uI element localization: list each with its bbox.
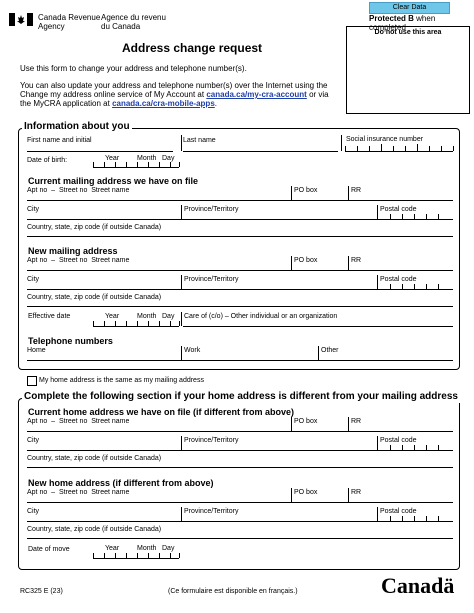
canada-flag-icon [9,13,33,26]
ch-street-no-text: Street no [58,418,88,425]
ch-postal-label: Postal code [380,437,417,444]
nh-street-name-text: Street name [91,489,130,496]
intro-line4-suffix: . [214,99,218,108]
agency-fr-line1: Agence du revenu [101,13,166,22]
sin-label: Social insurance number [346,136,424,143]
ch-apt-label [27,418,129,426]
same-address-label: My home address is the same as my mailing address [39,377,204,384]
nm-country-label: Country, state, zip code (if outside Canada) [27,294,162,301]
first-name-label: First name and initial [27,137,92,144]
ch-city-label: City [27,437,40,444]
eff-year-label: Year [105,313,120,320]
nh-dash: – [51,489,56,496]
nh-po-box-label: PO box [294,489,318,496]
nm-apt-label [27,257,129,265]
nm-city-label: City [27,276,40,283]
ch-country-label: Country, state, zip code (if outside Canada) [27,455,162,462]
current-mailing-title: Current mailing address we have on file [28,176,199,186]
nm-country-field[interactable] [27,306,453,307]
canada-wordmark: Canadä [381,573,455,598]
last-name-field[interactable] [183,151,338,152]
dob-label: Date of birth: [27,157,68,164]
agency-name-en [38,13,100,31]
nh-country-label: Country, state, zip code (if outside Canada) [27,526,162,533]
nh-city-label: City [27,508,40,515]
do-not-use-label: Do not use this area [374,29,442,36]
nh-city-field[interactable] [27,521,453,522]
nh-apt-label [27,489,129,497]
dob-field[interactable] [93,167,179,168]
cm-dash: – [51,187,56,194]
cm-city-label: City [27,206,40,213]
home-phone-label: Home [27,347,46,354]
nm-street-no-text: Street no [58,257,88,264]
cm-apt-label [27,187,129,195]
dob-year-label: Year [105,155,120,162]
agency-fr-line2: du Canada [101,22,141,31]
nh-street-field[interactable] [27,502,453,503]
ch-street-field[interactable] [27,431,453,432]
cm-street-name-text: Street name [91,187,130,194]
agency-en-line2: Agency [38,22,65,31]
ch-country-field[interactable] [27,467,453,468]
first-name-field[interactable] [27,151,173,152]
ch-street-name-text: Street name [91,418,130,425]
nm-street-field[interactable] [27,270,453,271]
last-name-label: Last name [183,137,216,144]
nm-street-name-text: Street name [91,257,130,264]
new-mailing-title: New mailing address [28,246,118,256]
my-cra-account-link[interactable]: canada.ca/my-cra-account [206,90,307,99]
date-of-move-field[interactable] [93,558,179,559]
intro-line3-text: Change my address online service of My Account at [20,90,205,99]
nh-country-field[interactable] [27,538,453,539]
sin-field[interactable] [345,151,453,152]
clear-data-button[interactable]: Clear Data [369,2,450,14]
home-section-title: Complete the following section if your home address is different from your mailing address [24,391,458,402]
nh-apt-text: Apt no [27,489,48,496]
care-of-field[interactable] [183,326,453,327]
intro-line4 [20,99,217,108]
when-completed-text: when completed [369,14,436,32]
french-availability-note: (Ce formulaire est disponible en français.) [168,588,298,595]
telephone-title: Telephone numbers [28,336,113,346]
care-of-label: Care of (c/o) – Other individual or an organization [184,313,338,320]
cm-city-field[interactable] [27,219,453,220]
move-day-label: Day [162,545,175,552]
ch-dash: – [51,418,56,425]
same-address-checkbox[interactable] [27,376,37,386]
intro-line3 [20,90,329,99]
cm-street-no-text: Street no [58,187,88,194]
intro-line3-suffix: or via [309,90,329,99]
move-month-label: Month [137,545,157,552]
work-phone-label: Work [184,347,201,354]
ch-apt-text: Apt no [27,418,48,425]
information-section-title: Information about you [24,121,130,132]
cra-mobile-apps-link[interactable]: canada.ca/cra-mobile-apps [112,99,215,108]
cm-rr-label: RR [351,187,362,194]
nh-rr-label: RR [351,489,362,496]
date-of-move-label: Date of move [28,546,70,553]
nm-province-label: Province/Territory [184,276,239,283]
cm-country-label: Country, state, zip code (if outside Canada) [27,224,162,231]
agency-en-line1: Canada Revenue [38,13,101,22]
ch-po-box-label: PO box [294,418,318,425]
nm-dash: – [51,257,56,264]
agency-name-fr [101,13,166,31]
other-phone-label: Other [321,347,339,354]
nm-rr-label: RR [351,257,362,264]
effective-date-field[interactable] [93,326,179,327]
effective-date-label: Effective date [28,313,71,320]
ch-city-field[interactable] [27,450,453,451]
cm-apt-text: Apt no [27,187,48,194]
intro-line2: You can also update your address and telephone number(s) over the Internet using the [20,81,328,90]
nm-apt-text: Apt no [27,257,48,264]
nm-po-box-label: PO box [294,257,318,264]
protected-b-text: Protected B [369,14,414,23]
eff-month-label: Month [137,313,157,320]
nm-postal-label: Postal code [380,276,417,283]
new-home-title: New home address (if different from above) [28,478,214,488]
nh-street-no-text: Street no [58,489,88,496]
do-not-use-area [346,26,470,114]
dob-month-label: Month [137,155,157,162]
nm-city-field[interactable] [27,289,453,290]
cm-postal-label: Postal code [380,206,417,213]
ch-rr-label: RR [351,418,362,425]
nh-postal-label: Postal code [380,508,417,515]
dob-day-label: Day [162,155,175,162]
intro-line1: Use this form to change your address and telephone number(s). [20,64,247,73]
cm-country-field[interactable] [27,236,453,237]
nh-province-label: Province/Territory [184,508,239,515]
intro-line4-text: the MyCRA application at [20,99,110,108]
form-code: RC325 E (23) [20,588,63,595]
ch-province-label: Province/Territory [184,437,239,444]
eff-day-label: Day [162,313,175,320]
cm-street-field[interactable] [27,200,453,201]
move-year-label: Year [105,545,120,552]
cm-po-box-label: PO box [294,187,318,194]
cm-province-label: Province/Territory [184,206,239,213]
page-title: Address change request [122,41,263,55]
current-home-title: Current home address we have on file (if different from above) [28,407,295,417]
phone-fields[interactable] [27,360,453,361]
